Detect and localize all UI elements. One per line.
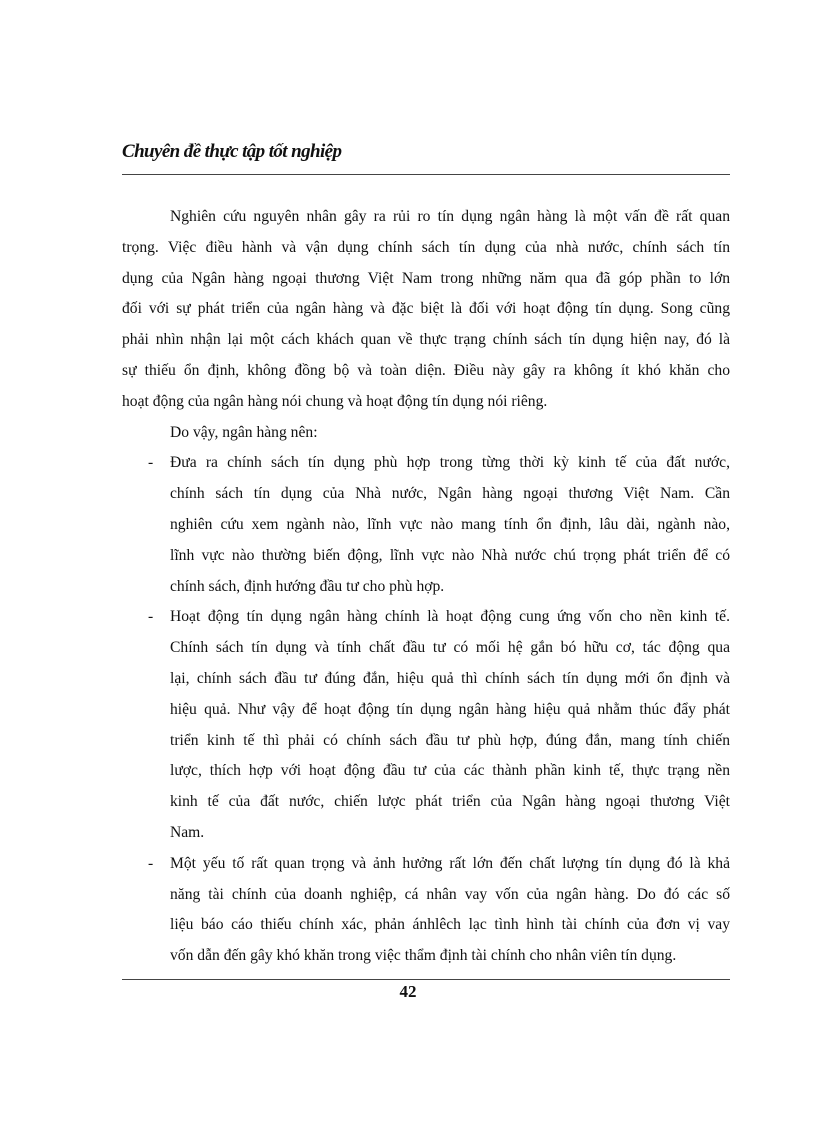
text-line: Nam. <box>170 823 205 841</box>
document-body <box>122 202 730 972</box>
text-line: nghiên cứu xem ngành nào, lĩnh vực nào mang tính ổn định, lâu dài, ngành nào, <box>170 515 730 533</box>
text-line: chính sách tín dụng của Nhà nước, Ngân hàng ngoại thương Việt Nam. Cần <box>170 485 730 503</box>
text-line: Chính sách tín dụng và tính chất đầu tư có mối hệ gắn bó hữu cơ, tác động qua <box>170 639 730 657</box>
bullet-item <box>122 448 730 602</box>
header-rule <box>122 174 730 175</box>
text-line: năng tài chính của doanh nghiệp, cá nhân vay vốn của ngân hàng. Do đó các số <box>170 885 730 903</box>
text-line: kinh tế của đất nước, chiến lược phát triển của Ngân hàng ngoại thương Việt <box>170 793 730 811</box>
text-line: Nghiên cứu nguyên nhân gây ra rủi ro tín dụng ngân hàng là một vấn đề rất quan <box>170 208 730 225</box>
text-line: hiệu quả. Như vậy để hoạt động tín dụng ngân hàng hiệu quả nhằm thúc đẩy phát <box>170 700 730 718</box>
text-line: dụng của Ngân hàng ngoại thương Việt Nam trong những năm qua đã góp phần to lớn <box>122 269 730 287</box>
bullet-item <box>122 849 730 972</box>
text-line: chính sách, định hướng đầu tư cho phù hợp. <box>170 577 445 595</box>
running-header: Chuyên đề thực tập tốt nghiệp <box>122 141 342 162</box>
page-number: 42 <box>399 982 417 1001</box>
text-line: lĩnh vực nào thường biến động, lĩnh vực nào Nhà nước chú trọng phát triển để có <box>170 546 730 564</box>
text-line: Đưa ra chính sách tín dụng phù hợp trong từng thời kỳ kinh tế của đất nước, <box>170 454 730 472</box>
bullet-marker: - <box>148 454 154 472</box>
text-line: Do vậy, ngân hàng nên: <box>170 423 318 441</box>
text-line: Một yếu tố rất quan trọng và ảnh hưởng rất lớn đến chất lượng tín dụng đó là khả <box>170 854 730 872</box>
bullet-marker: - <box>148 854 154 872</box>
text-line: lược, thích hợp với hoạt động đầu tư của các thành phần kinh tế, thực trạng nền <box>170 762 730 780</box>
text-line: phải nhìn nhận lại một cách khách quan về thực trạng chính sách tín dụng hiện nay, đó là <box>122 331 730 349</box>
text-line: sự thiếu ổn định, không đồng bộ và toàn diện. Điều này gây ra không ít khó khăn cho <box>122 361 730 379</box>
paragraph <box>122 418 730 449</box>
text-line: hoạt động của ngân hàng nói chung và hoạt động tín dụng nói riêng. <box>122 392 548 410</box>
text-line: vốn dẫn đến gây khó khăn trong việc thẩm định tài chính cho nhân viên tín dụng. <box>170 947 677 965</box>
text-line: triển kinh tế thì phải có chính sách đầu tư phù hợp, đúng đắn, mang tính chiến <box>170 731 730 749</box>
footer-rule <box>122 979 730 980</box>
bullet-item <box>122 602 730 848</box>
text-line: liệu báo cáo thiếu chính xác, phản ánhlêch lạc tình hình tài chính của đơn vị vay <box>170 916 730 934</box>
text-line: trọng. Việc điều hành và vận dụng chính sách tín dụng của nhà nước, chính sách tín <box>122 238 730 256</box>
bullet-marker: - <box>148 608 154 626</box>
text-line: Hoạt động tín dụng ngân hàng chính là hoạt động cung ứng vốn cho nền kinh tế. <box>170 608 730 626</box>
text-line: đối với sự phát triển của ngân hàng và đặc biệt là đối với hoạt động tín dụng. Song cũng <box>122 300 730 318</box>
paragraph <box>122 202 730 418</box>
text-line: lại, chính sách đầu tư đúng đắn, hiệu quả thì chính sách tín dụng mới ổn định và <box>170 669 730 687</box>
